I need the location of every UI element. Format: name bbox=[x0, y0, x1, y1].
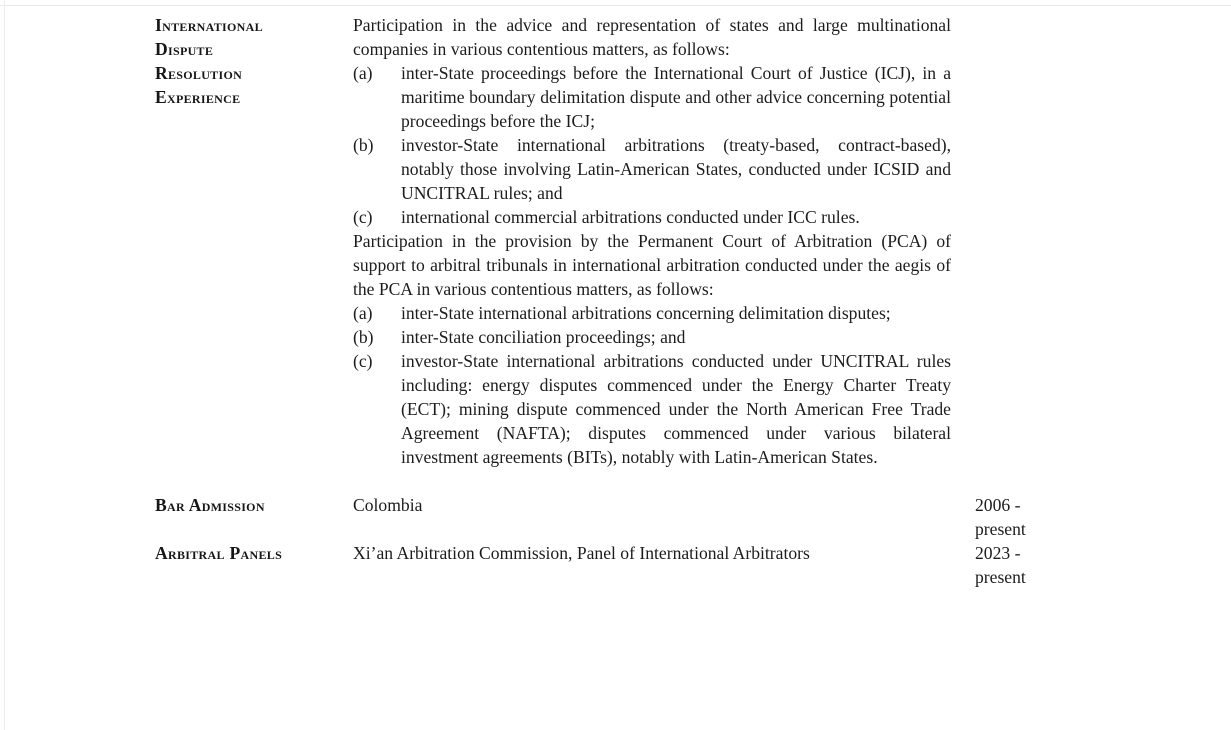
list-item-b bbox=[353, 325, 951, 349]
bar-admission-period: 2006 - present bbox=[975, 495, 1026, 539]
section-label-experience bbox=[155, 13, 353, 109]
section-label-line: Resolution bbox=[155, 63, 243, 83]
page-edge-left bbox=[4, 0, 5, 730]
list-item-a bbox=[353, 61, 951, 133]
list-marker: (a) bbox=[353, 63, 373, 83]
section-experience bbox=[155, 13, 1215, 469]
list-item-text: inter-State proceedings before the International Court of Justice (ICJ), in a maritime boundary delimitation dispute and other advice concerning potential proceedings before the ICJ; bbox=[401, 63, 951, 131]
list-item-c bbox=[353, 205, 951, 229]
page-edge-top bbox=[0, 5, 1231, 6]
list-marker: (c) bbox=[353, 207, 373, 227]
list-item-text: inter-State conciliation proceedings; and bbox=[401, 327, 686, 347]
list-item-text: inter-State international arbitrations concerning delimitation disputes; bbox=[401, 303, 891, 323]
list-marker: (b) bbox=[353, 135, 374, 155]
list-pca-support bbox=[353, 301, 951, 469]
list-marker: (a) bbox=[353, 303, 373, 323]
bar-admission-value-cell bbox=[353, 493, 951, 517]
list-item-b bbox=[353, 133, 951, 205]
section-label-line: International bbox=[155, 15, 263, 35]
arbitral-panels-value: Xi’an Arbitration Commission, Panel of International Arbitrators bbox=[353, 543, 810, 563]
list-marker: (c) bbox=[353, 351, 373, 371]
list-item-text: investor-State international arbitrations conducted under UNCITRAL rules including: energy disputes commenced under the Energy Charter Treaty (ECT); mining dispute commenced under the North American Free Trade Agreement (NAFTA); disputes commenced under various bilateral investment agreements (BITs), notably with Latin-American States. bbox=[401, 351, 951, 467]
list-item-c bbox=[353, 349, 951, 469]
list-item-a bbox=[353, 301, 951, 325]
bar-admission-value: Colombia bbox=[353, 495, 423, 515]
section-label-line: Experience bbox=[155, 87, 241, 107]
arbitral-panels-period: 2023 - present bbox=[975, 543, 1026, 587]
section-label-bar-admission: Bar Admission bbox=[155, 495, 265, 515]
section-label-arbitral-panels: Arbitral Panels bbox=[155, 543, 283, 563]
paragraph-pca: Participation in the provision by the Permanent Court of Arbitration (PCA) of support to arbitral tribunals in international arbitration conducted under the aegis of the PCA in various contentious matters, as follows: bbox=[353, 231, 951, 299]
row-arbitral-panels bbox=[155, 541, 1215, 589]
document-page bbox=[155, 13, 1215, 589]
arbitral-panels-value-cell bbox=[353, 541, 951, 565]
section-body-experience bbox=[353, 13, 951, 469]
list-marker: (b) bbox=[353, 327, 374, 347]
list-representation bbox=[353, 61, 951, 229]
list-item-text: international commercial arbitrations conducted under ICC rules. bbox=[401, 207, 860, 227]
paragraph-intro: Participation in the advice and representation of states and large multinational companies in various contentious matters, as follows: bbox=[353, 15, 951, 59]
list-item-text: investor-State international arbitrations (treaty-based, contract-based), notably those involving Latin-American States, conducted under ICSID and UNCITRAL rules; and bbox=[401, 135, 951, 203]
row-bar-admission bbox=[155, 493, 1215, 541]
section-label-line: Dispute bbox=[155, 39, 214, 59]
